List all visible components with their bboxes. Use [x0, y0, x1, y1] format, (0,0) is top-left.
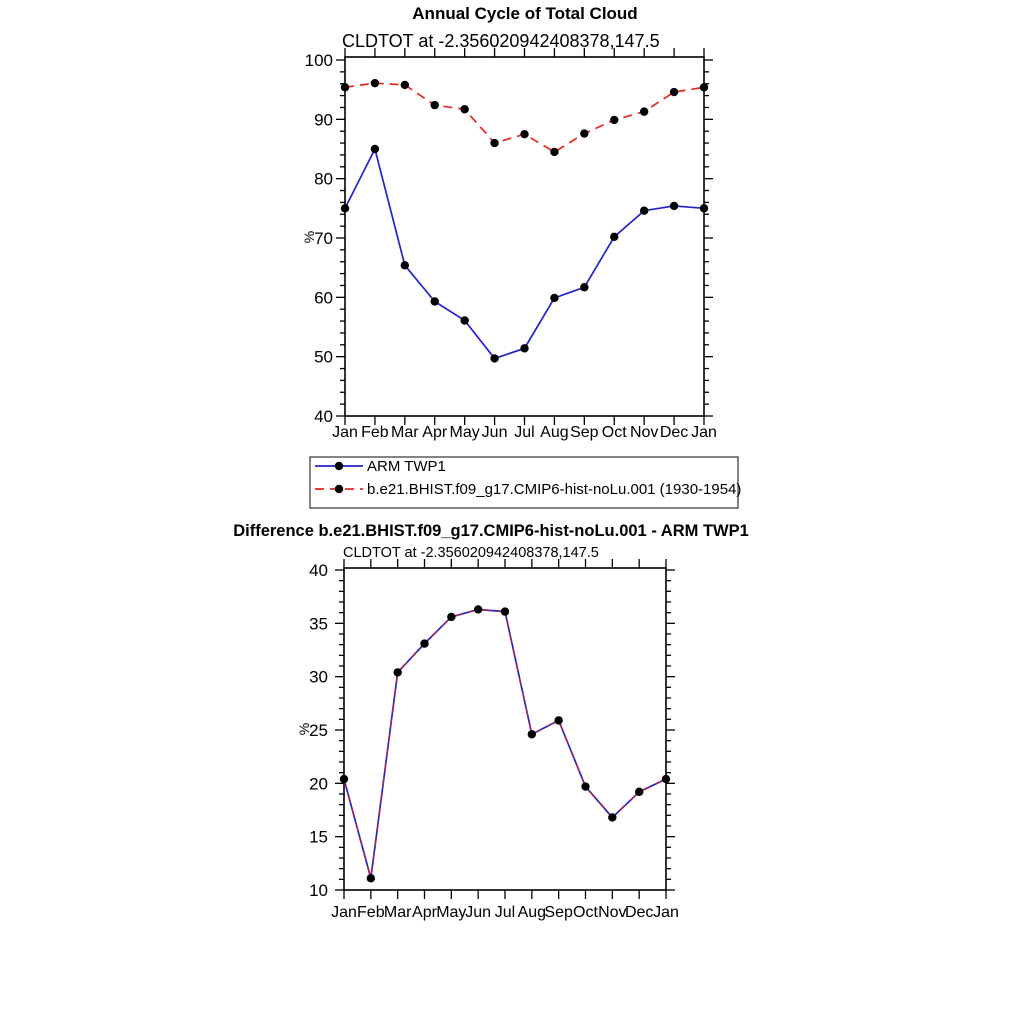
- y-tick-label: 10: [309, 881, 328, 900]
- data-point-marker: [341, 83, 349, 91]
- data-point-marker: [501, 607, 509, 615]
- y-tick-label: 40: [309, 561, 328, 580]
- x-tick-label: Jun: [481, 424, 508, 441]
- data-point-marker: [580, 283, 588, 291]
- data-point-marker: [520, 344, 528, 352]
- y-tick-label: 50: [314, 347, 333, 367]
- y-tick-label: 25: [309, 721, 328, 740]
- plot-frame: [345, 57, 704, 416]
- y-tick-label: 60: [314, 288, 333, 308]
- data-point-marker: [610, 116, 618, 124]
- legend-label-obs: ARM TWP1: [367, 458, 446, 475]
- data-point-marker: [640, 107, 648, 115]
- legend-item-model: [315, 481, 741, 498]
- data-point-markers: [341, 79, 708, 363]
- difference-chart: [233, 522, 749, 921]
- x-axis-ticks: [332, 48, 717, 441]
- data-point-marker: [550, 148, 558, 156]
- data-point-marker: [447, 613, 455, 621]
- data-point-marker: [340, 775, 348, 783]
- data-point-marker: [460, 105, 468, 113]
- data-point-marker: [460, 316, 468, 324]
- data-point-marker: [670, 202, 678, 210]
- x-tick-label: Sep: [570, 424, 599, 441]
- x-tick-label: Jan: [332, 424, 358, 441]
- x-tick-label: May: [436, 904, 467, 921]
- y-tick-label: 90: [314, 110, 333, 130]
- annual-cycle-chart: [301, 4, 741, 508]
- data-point-marker: [670, 88, 678, 96]
- x-tick-label: Nov: [598, 904, 627, 921]
- y-axis-ticks: [309, 561, 675, 900]
- y-tick-label: 35: [309, 614, 328, 634]
- y-tick-label: 70: [314, 229, 333, 248]
- y-tick-label: 80: [314, 169, 333, 189]
- x-tick-label: Dec: [659, 424, 689, 441]
- data-point-marker: [371, 145, 379, 153]
- chart1-plot-area: [305, 48, 717, 441]
- data-point-marker: [580, 129, 588, 137]
- x-tick-label: Dec: [624, 904, 654, 921]
- y-tick-label: 100: [304, 51, 333, 70]
- chart1-y-axis-label: %: [301, 230, 317, 244]
- data-point-marker: [474, 605, 482, 613]
- data-point-marker: [341, 204, 349, 212]
- data-point-marker: [490, 139, 498, 147]
- chart2-title: Difference b.e21.BHIST.f09_g17.CMIP6-hist-noLu.001 - ARM TWP1: [233, 522, 749, 540]
- data-point-marker: [581, 782, 589, 790]
- x-tick-label: Jun: [465, 904, 492, 921]
- data-point-marker: [700, 204, 708, 212]
- data-point-marker: [608, 813, 616, 821]
- data-point-marker: [640, 207, 648, 215]
- data-point-markers: [340, 605, 670, 882]
- y-tick-label: 30: [309, 667, 328, 687]
- chart1-legend: [310, 457, 741, 508]
- x-tick-label: Jan: [691, 424, 717, 441]
- x-tick-label: Feb: [357, 904, 385, 921]
- chart1-title: Annual Cycle of Total Cloud: [412, 4, 638, 23]
- plot-frame: [344, 568, 666, 890]
- legend-item-obs: [315, 458, 446, 475]
- x-tick-label: Oct: [601, 424, 627, 441]
- legend-marker-obs-icon: [335, 462, 343, 470]
- data-point-marker: [610, 233, 618, 241]
- x-tick-label: Mar: [383, 904, 412, 921]
- series-line: [345, 149, 704, 358]
- data-point-marker: [490, 354, 498, 362]
- x-tick-label: Nov: [629, 424, 659, 441]
- chart2-plot-area: [309, 559, 679, 921]
- x-tick-label: Aug: [540, 424, 569, 441]
- y-tick-label: 20: [309, 774, 328, 794]
- data-point-marker: [401, 81, 409, 89]
- x-tick-label: May: [449, 424, 480, 441]
- data-point-marker: [371, 79, 379, 87]
- series-line: [345, 83, 704, 152]
- series-lines: [345, 83, 704, 358]
- x-tick-label: Jan: [331, 904, 357, 921]
- x-tick-label: Oct: [573, 904, 598, 921]
- x-tick-label: Aug: [517, 904, 547, 921]
- x-tick-label: Jan: [653, 904, 679, 921]
- chart2-y-axis-label: %: [296, 722, 312, 736]
- x-tick-label: Apr: [422, 424, 448, 441]
- data-point-marker: [431, 297, 439, 305]
- legend-marker-model-icon: [335, 485, 343, 493]
- data-point-marker: [550, 294, 558, 302]
- x-tick-label: Sep: [544, 904, 573, 921]
- x-tick-label: Mar: [391, 424, 419, 441]
- data-point-marker: [401, 261, 409, 269]
- data-point-marker: [635, 788, 643, 796]
- y-tick-label: 15: [309, 827, 328, 847]
- legend-label-model: b.e21.BHIST.f09_g17.CMIP6-hist-noLu.001 (1930-1954): [367, 481, 742, 498]
- data-point-marker: [393, 668, 401, 676]
- x-tick-label: Jul: [514, 424, 535, 441]
- x-tick-label: Apr: [412, 904, 437, 921]
- x-tick-label: Jul: [494, 904, 516, 921]
- series-lines: [344, 609, 666, 878]
- y-tick-label: 40: [314, 407, 333, 426]
- chart1-subtitle: CLDTOT at -2.356020942408378,147.5: [342, 31, 660, 51]
- data-point-marker: [420, 639, 428, 647]
- data-point-marker: [554, 716, 562, 724]
- data-point-marker: [431, 101, 439, 109]
- series-line-overlay: [344, 609, 666, 878]
- data-point-marker: [662, 775, 670, 783]
- data-point-marker: [528, 730, 536, 738]
- x-tick-label: Feb: [361, 424, 389, 441]
- series-line: [344, 609, 666, 878]
- chart2-subtitle: CLDTOT at -2.356020942408378,147.5: [343, 545, 599, 561]
- data-point-marker: [367, 874, 375, 882]
- data-point-marker: [520, 130, 528, 138]
- data-point-marker: [700, 83, 708, 91]
